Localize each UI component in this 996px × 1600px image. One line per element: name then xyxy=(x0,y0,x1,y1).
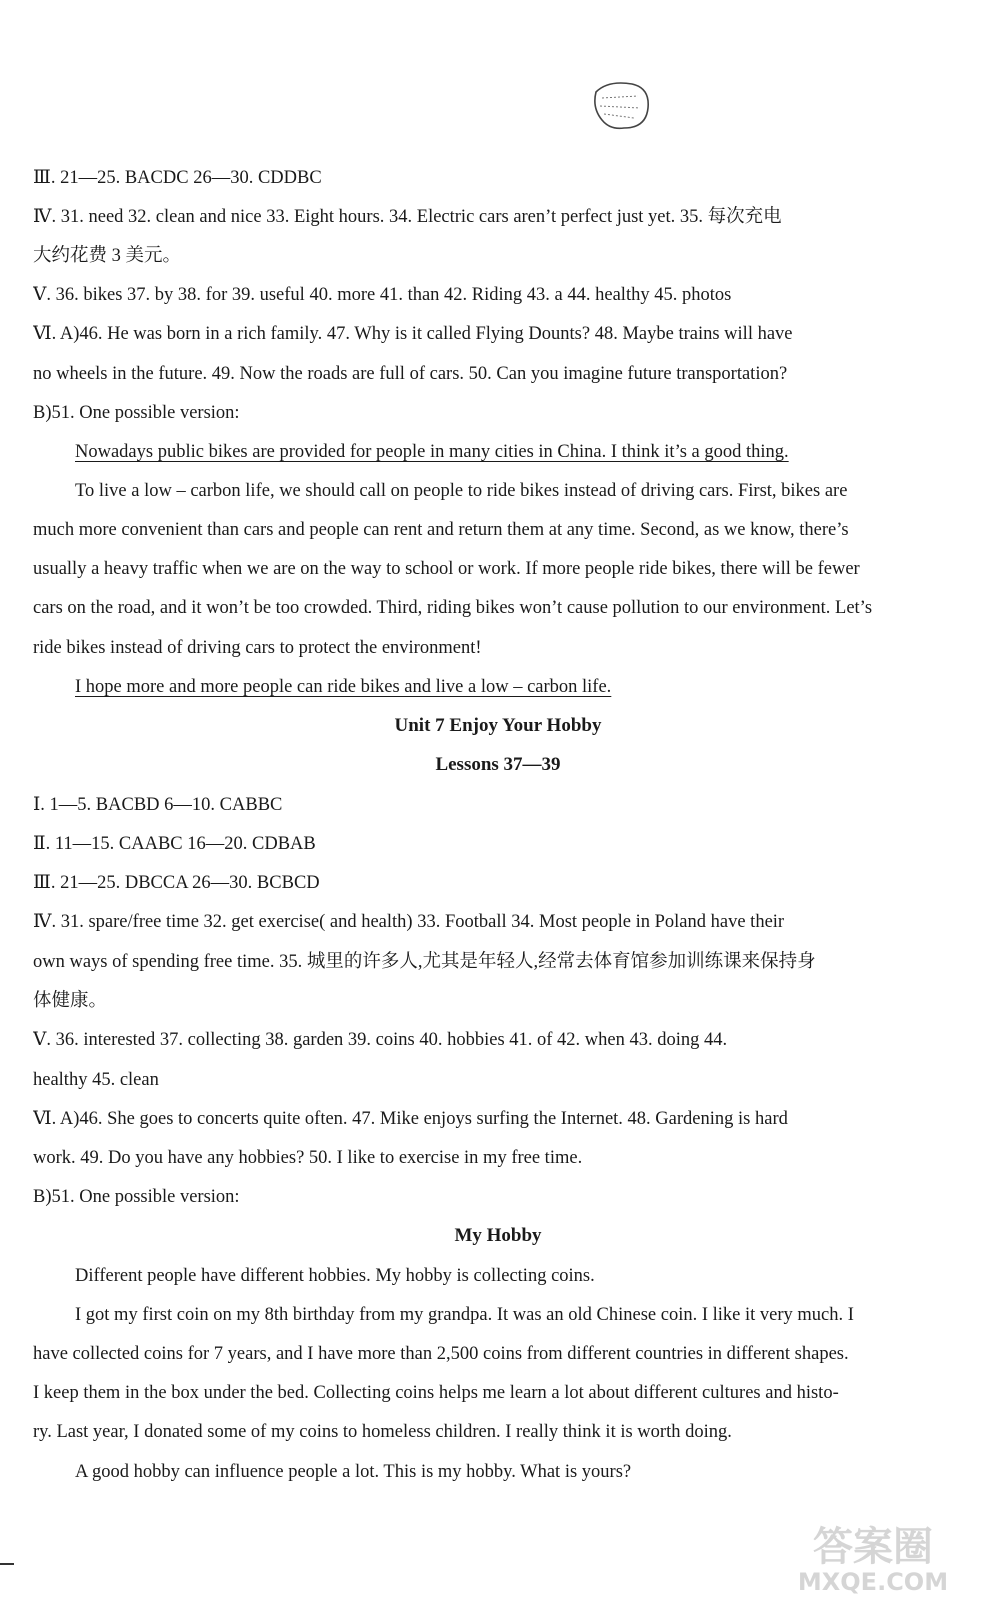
hobby-essay-line-4: I keep them in the box under the bed. Collecting coins helps me learn a lot about different cultures and histo- xyxy=(33,1383,839,1403)
margin-mark xyxy=(0,1563,14,1565)
essay-line-2: To live a low – carbon life, we should call on people to ride bikes instead of driving cars. First, bikes are xyxy=(75,481,848,501)
svg-text:答案圈: 答案圈 xyxy=(813,1524,933,1570)
answer-line-u7-3: Ⅲ. 21—25. DBCCA 26—30. BCBCD xyxy=(33,873,320,893)
answer-line-4-2: 大约花费 3 美元。 xyxy=(33,246,182,266)
watermark-logo xyxy=(758,1516,988,1596)
essay-line-5: cars on the road, and it won’t be too crowded. Third, riding bikes won’t cause pollution to our environment. Let’s xyxy=(33,598,873,618)
answer-line-u7-4a: Ⅳ. 31. spare/free time 32. get exercise( and health) 33. Football 34. Most people in Poland have their xyxy=(33,912,785,932)
answer-line-6a-1: Ⅵ. A)46. He was born in a rich family. 47. Why is it called Flying Dounts? 48. Maybe trains will have xyxy=(33,324,793,344)
hobby-essay-line-5: ry. Last year, I donated some of my coins to homeless children. I really think it is worth doing. xyxy=(33,1422,732,1442)
essay-title: My Hobby xyxy=(454,1225,542,1246)
answer-line-6a-2: no wheels in the future. 49. Now the roads are full of cars. 50. Can you imagine future transportation? xyxy=(33,364,788,384)
answer-line-u7-6a: Ⅵ. A)46. She goes to concerts quite often. 47. Mike enjoys surfing the Internet. 48. Gardening is hard xyxy=(33,1109,788,1129)
answer-line-u7-6b: work. 49. Do you have any hobbies? 50. I like to exercise in my free time. xyxy=(33,1148,583,1168)
hobby-essay-line-6: A good hobby can influence people a lot. This is my hobby. What is yours? xyxy=(75,1462,632,1482)
answer-line-u7-5b: healthy 45. clean xyxy=(33,1070,159,1090)
answer-line-u7-1: Ⅰ. 1—5. BACBD 6—10. CABBC xyxy=(33,795,283,815)
answer-line-u7-2: Ⅱ. 11—15. CAABC 16—20. CDBAB xyxy=(33,834,316,854)
lessons-title: Lessons 37—39 xyxy=(435,754,561,775)
essay-line-6: ride bikes instead of driving cars to protect the environment! xyxy=(33,638,482,658)
hobby-essay-line-2: I got my first coin on my 8th birthday from my grandpa. It was an old Chinese coin. I like it very much. I xyxy=(75,1305,854,1325)
answer-line-u7-4b: own ways of spending free time. 35. 城里的许多人,尤其是年轻人,经常去体育馆参加训练课来保持身 xyxy=(33,952,816,972)
stamp-logo xyxy=(588,78,654,132)
hobby-essay-line-1: Different people have different hobbies. My hobby is collecting coins. xyxy=(75,1266,595,1286)
answer-line-6b-heading: B)51. One possible version: xyxy=(33,403,240,423)
answer-line-4-1: Ⅳ. 31. need 32. clean and nice 33. Eight hours. 34. Electric cars aren’t perfect just yet. 35. 每次充电 xyxy=(33,207,782,227)
essay-line-3: much more convenient than cars and people can rent and return them at any time. Second, as we know, there’s xyxy=(33,520,849,540)
essay-line-1: Nowadays public bikes are provided for people in many cities in China. I think it’s a good thing. xyxy=(75,442,789,462)
unit-title: Unit 7 Enjoy Your Hobby xyxy=(394,715,602,736)
essay-line-4: usually a heavy traffic when we are on the way to school or work. If more people ride bikes, there will be fewer xyxy=(33,559,860,579)
svg-text:MXQE.COM: MXQE.COM xyxy=(797,1568,949,1596)
answer-line-3-1: Ⅲ. 21—25. BACDC 26—30. CDDBC xyxy=(33,168,322,188)
answer-line-u7-4c: 体健康。 xyxy=(33,991,108,1011)
answer-line-u7-6c: B)51. One possible version: xyxy=(33,1187,240,1207)
answer-line-5-1: Ⅴ. 36. bikes 37. by 38. for 39. useful 40. more 41. than 42. Riding 43. a 44. healthy 45. photos xyxy=(33,285,732,305)
hobby-essay-line-3: have collected coins for 7 years, and I have more than 2,500 coins from different countries in different shapes. xyxy=(33,1344,849,1364)
essay-line-7: I hope more and more people can ride bikes and live a low – carbon life. xyxy=(75,677,612,697)
answer-line-u7-5a: Ⅴ. 36. interested 37. collecting 38. garden 39. coins 40. hobbies 41. of 42. when 43. doing 44. xyxy=(33,1030,728,1050)
